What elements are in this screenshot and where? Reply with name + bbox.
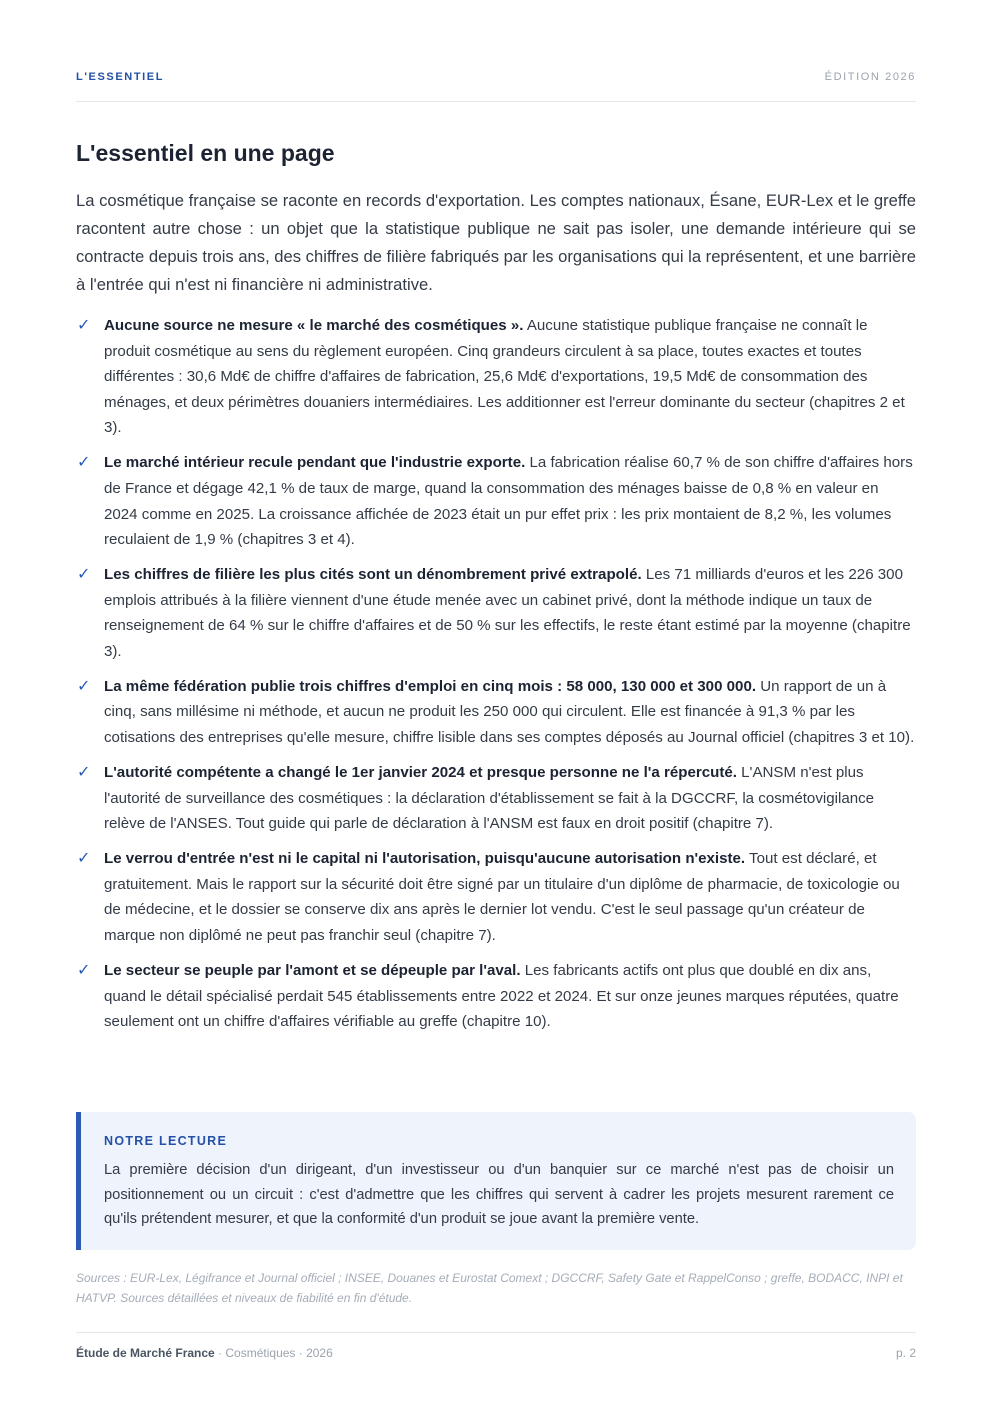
header-divider: [76, 101, 916, 102]
reading-callout: [76, 1112, 916, 1250]
key-point: [76, 313, 916, 441]
footer-publication: [76, 1346, 333, 1360]
checkmark-icon: ✓: [77, 677, 91, 695]
key-point-lead: Le marché intérieur recule pendant que l'industrie exporte.: [104, 454, 526, 472]
key-point: [76, 562, 916, 664]
edition-label: ÉDITION 2026: [824, 71, 916, 83]
checkmark-icon: ✓: [77, 454, 91, 472]
checkmark-icon: ✓: [77, 317, 91, 334]
key-points-list: [76, 313, 916, 1044]
key-point-text: La fabrication réalise 60,7 % de son chiffre d'affaires hors de France et dégage 42,1 % de taux de marge, quand la consommation des ménages baisse de 0,8 % en valeur en 2024 comme en 2025. La croissance affichée de 2023 était un pur effet prix : les prix montaient de 8,2 %, les volumes reculaient de 1,9 % (chapitres 3 et 4).: [104, 454, 913, 549]
key-point: [76, 674, 916, 751]
key-point-lead: Le verrou d'entrée n'est ni le capital ni l'autorisation, puisqu'aucune autorisation n'existe.: [104, 850, 746, 868]
key-point: [76, 846, 916, 948]
key-point-lead: Les chiffres de filière les plus cités sont un dénombrement privé extrapolé.: [104, 566, 642, 584]
key-point-text: L'ANSM n'est plus l'autorité de surveillance des cosmétiques : la déclaration d'établissement se fait à la DGCCRF, la cosmétovigilance relève de l'ANSES. Tout guide qui parle de déclaration à l'ANSM est faux en droit positif (chapitre 7).: [104, 764, 875, 833]
checkmark-icon: ✓: [77, 566, 91, 584]
key-point: [76, 958, 916, 1035]
key-point-lead: La même fédération publie trois chiffres d'emploi en cinq mois : 58 000, 130 000 et 300 000.: [104, 677, 757, 695]
callout-text: La première décision d'un dirigeant, d'un investisseur ou d'un banquier sur ce marché n'est pas de choisir un positionnement ou un circuit : c'est d'admettre que les chiffres qui servent à cadrer les projets mesurent rarement ce qu'ils prétendent mesurer, et que la conformité d'un produit se joue avant la première vente.: [104, 1162, 894, 1227]
page-header: [76, 71, 916, 87]
key-point-lead: L'autorité compétente a changé le 1er janvier 2024 et presque personne ne l'a répercuté.: [104, 764, 737, 782]
key-point: [76, 760, 916, 837]
publication-name: Étude de Marché France: [76, 1346, 215, 1360]
page-number: p. 2: [895, 1346, 916, 1360]
sources-note: Sources : EUR-Lex, Légifrance et Journal officiel ; INSEE, Douanes et Eurostat Comext ; DGCCRF, Safety Gate et RappelConso ; greffe, BODACC, INPI et HATVP. Sources détaillées et niveaux de fiabilité en fin d'étude.: [76, 1271, 903, 1305]
key-point-text: Les 71 milliards d'euros et les 226 300 emplois attribués à la filière viennent d'une étude menée avec un cabinet privé, dont la méthode indique un taux de renseignement de 64 % sur le chiffre d'affaires et de 50 % sur les effectifs, le reste étant estimé par la moyenne (chapitre 3).: [104, 566, 911, 660]
key-point-text: Un rapport de un à cinq, sans millésime ni méthode, et aucun ne produit les 250 000 qui circulent. Elle est financée à 91,3 % par les cotisations des entreprises qu'elle mesure, chiffre lisible dans ses comptes déposés au Journal officiel (chapitres 3 et 10).: [104, 677, 915, 747]
page-footer: [76, 1346, 916, 1362]
publication-subtitle: · Cosmétiques · 2026: [214, 1346, 333, 1360]
callout-title: NOTRE LECTURE: [104, 1134, 228, 1148]
key-point-text: Aucune statistique publique française ne connaît le produit cosmétique au sens du règlement européen. Cinq grandeurs circulent à sa place, toutes exactes et toutes différentes : 30,6 Md€ de chiffre d'affaires de fabrication, 25,6 Md€ d'exportations, 19,5 Md€ de consommation des ménages, et deux périmètres douaniers intermédiaires. Les additionner est l'erreur dominante du secteur (chapitres 2 et 3).: [104, 317, 905, 437]
checkmark-icon: ✓: [77, 764, 91, 782]
page-title: L'essentiel en une page: [76, 140, 335, 166]
intro-paragraph: La cosmétique française se raconte en records d'exportation. Les comptes nationaux, Ésane, EUR-Lex et le greffe racontent autre chose : un objet que la statistique publique ne sait pas isoler, une demande intérieure qui se contracte depuis trois ans, des chiffres de filière fabriqués par les organisations qui la représentent, et une barrière à l'entrée qui n'est ni financière ni administrative.: [76, 191, 916, 294]
footer-divider: [76, 1332, 916, 1333]
key-point-text: Tout est déclaré, et gratuitement. Mais le rapport sur la sécurité doit être signé par un titulaire d'un diplôme de pharmacie, de toxicologie ou de médecine, et le dossier se conserve dix ans après le dernier lot vendu. C'est le seul passage qu'un créateur de marque non diplômé ne peut pas franchir seul (chapitre 7).: [104, 850, 900, 945]
key-point-lead: Le secteur se peuple par l'amont et se dépeuple par l'aval.: [104, 962, 521, 979]
key-point-text: Les fabricants actifs ont plus que doublé en dix ans, quand le détail spécialisé perdait 545 établissements entre 2022 et 2024. Et sur onze jeunes marques réputées, quatre seulement ont un chiffre d'affaires vérifiable au greffe (chapitre 10).: [104, 962, 899, 1031]
checkmark-icon: ✓: [77, 850, 91, 868]
checkmark-icon: ✓: [77, 962, 91, 979]
key-point-lead: Aucune source ne mesure « le marché des cosmétiques ».: [104, 317, 524, 334]
section-label: L'ESSENTIEL: [76, 71, 165, 83]
key-point: [76, 450, 916, 552]
